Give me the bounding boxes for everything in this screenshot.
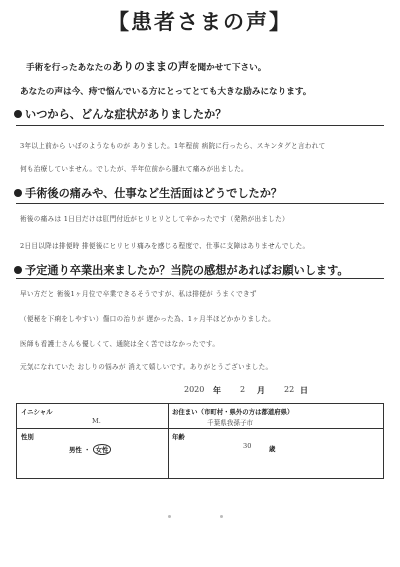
answer-line: 早い方だと 術後1ヶ月位で卒業できるそうですが、私は排便が うまくできず [20,290,257,298]
section-divider [16,125,384,126]
answer-line: 医師も看護士さんも優しくて、通院は全く苦ではなかったです。 [20,340,220,348]
question-text: 予定通り卒業出来ましたか？当院の感想があればお願いします。 [25,264,349,277]
section-divider [16,203,384,204]
gender-male: 男性 [69,446,82,454]
address-value: 千葉県我孫子市 [207,419,254,427]
page-title: 【患者さまの声】 [108,10,292,34]
gender-options [69,444,111,455]
table-divider [168,404,169,478]
age-value: 30 [243,442,252,450]
address-label: お住まい（市町村・県外の方は都道府県） [172,408,294,416]
initial-value: M. [92,417,101,425]
date-day-label: 日 [300,386,308,395]
question-heading-1 [14,106,226,122]
bullet-icon [14,266,22,274]
gender-label: 性別 [21,433,34,441]
scan-speck [220,515,223,518]
table-divider [17,428,383,429]
answer-line: 2日目以降は排便時 排便後にヒリヒリ痛みを感じる程度で、仕事に支障はありませんでした。 [20,242,310,250]
date-year-label: 年 [213,386,221,395]
scan-speck [168,515,171,518]
bullet-icon [14,189,22,197]
bullet-icon [14,110,22,118]
age-unit: 歳 [269,445,276,453]
section-divider [16,278,384,279]
question-heading-2 [14,185,282,201]
intro-text: 手術を行ったあなたの [26,63,112,73]
date-day-value: 22 [284,385,295,394]
date-month-value: 2 [240,385,246,394]
gender-female-circled: 女性 [93,444,112,455]
respondent-info-table [16,403,384,479]
question-text: いつから、どんな症状がありましたか？ [25,108,227,121]
age-label: 年齢 [172,433,185,441]
answer-line: 術後の痛みは 1日目だけは肛門付近がヒリヒリとして辛かったです（発熱が出ました） [20,215,289,223]
gender-separator: ・ [84,446,91,454]
date-year-value: 2020 [184,385,205,394]
answer-line: 3年以上前から いぼのようなものが ありました。1年程前 病院に行ったら、スキンタグと言われて [20,142,326,150]
answer-line: 元気になれていた おしりの悩みが 消えて嬉しいです。ありがとうございました。 [20,363,273,371]
question-heading-3 [14,262,349,278]
intro-line-2: あなたの声は今、痔で悩んでいる方にとってとても大きな励みになります。 [20,87,312,97]
initial-label: イニシャル [21,408,53,416]
question-text: 手術後の痛みや、仕事など生活面はどうでしたか？ [25,187,283,200]
intro-line-1 [26,58,266,74]
answer-line: 何も治療していません。でしたが、半年位前から腫れて痛みが出ました。 [20,165,248,173]
intro-emphasis: ありのままの声 [111,60,189,73]
intro-text: を聞かせて下さい。 [188,63,267,73]
date-month-label: 月 [257,386,265,395]
answer-line: （便秘を下痢をしやすい）傷口の治りが 遅かった為、1ヶ月半ほどかかりました。 [20,315,276,323]
